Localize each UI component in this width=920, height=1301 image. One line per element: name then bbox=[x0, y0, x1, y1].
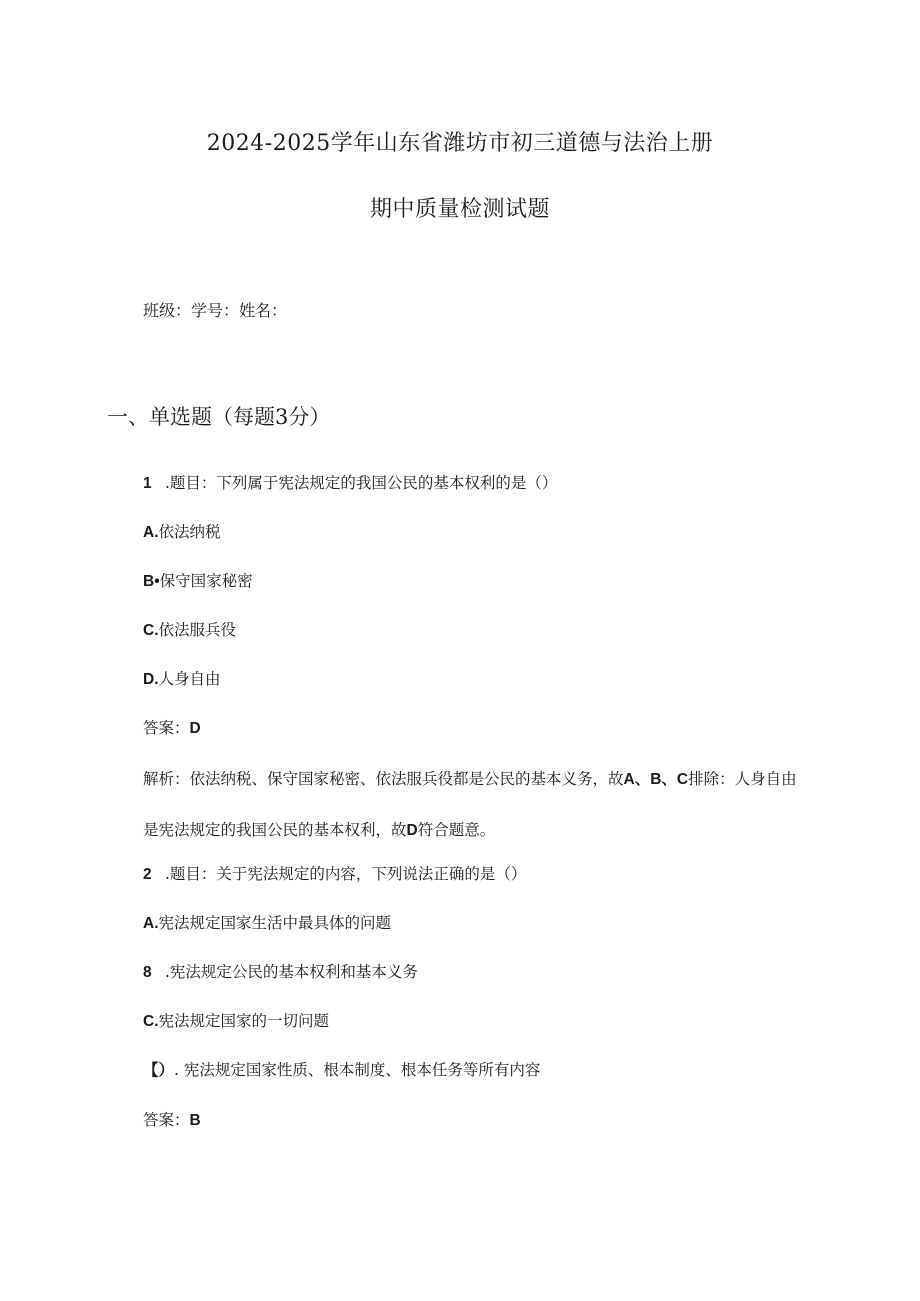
question-2-option-b bbox=[143, 960, 418, 982]
analysis-option: D bbox=[406, 822, 418, 839]
question-2-number: 2 bbox=[143, 866, 152, 883]
student-info-line: 班级：学号：姓名： bbox=[143, 301, 288, 320]
question-2-text: .题目：关于宪法规定的内容，下列说法正确的是（） bbox=[165, 865, 527, 883]
question-1-text: .题目：下列属于宪法规定的我国公民的基本权利的是（） bbox=[165, 474, 558, 492]
question-2-option-a bbox=[143, 911, 391, 933]
section-heading-single-choice: 一、单选题（每题3分） bbox=[107, 405, 331, 429]
option-text: . 宪法规定国家性质、根本制度、根本任务等所有内容 bbox=[174, 1061, 541, 1079]
option-letter: C. bbox=[143, 622, 159, 639]
option-text: 保守国家秘密 bbox=[159, 572, 253, 590]
option-letter: D. bbox=[143, 671, 159, 688]
option-letter: 【） bbox=[143, 1062, 175, 1079]
answer-label: 答案： bbox=[143, 719, 190, 737]
option-letter: A. bbox=[143, 524, 159, 541]
question-2-answer bbox=[143, 1108, 201, 1130]
question-1-option-b bbox=[143, 569, 253, 591]
question-2-stem bbox=[143, 862, 526, 884]
question-2-option-c bbox=[143, 1009, 329, 1031]
option-letter: B• bbox=[143, 573, 160, 590]
option-letter: 8 bbox=[143, 964, 152, 981]
answer-label: 答案： bbox=[143, 1111, 190, 1129]
question-1-option-c bbox=[143, 618, 236, 640]
analysis-text: 排除：人身自由是宪法规定的我国公民的基本权利，故 bbox=[143, 770, 797, 839]
doc-title-line1: 2024-2025学年山东省潍坊市初三道德与法治上册 bbox=[206, 131, 714, 156]
answer-value: B bbox=[189, 1112, 201, 1129]
question-1-answer bbox=[143, 716, 201, 738]
option-text: 依法服兵役 bbox=[158, 621, 237, 639]
option-letter: C. bbox=[143, 1013, 159, 1030]
doc-title-line2: 期中质量检测试题 bbox=[369, 197, 550, 222]
analysis-text: 符合题意。 bbox=[417, 821, 496, 839]
option-text: 依法纳税 bbox=[158, 523, 221, 541]
option-text: .宪法规定公民的基本权利和基本义务 bbox=[165, 963, 418, 981]
question-1-option-a bbox=[143, 520, 221, 542]
option-text: 宪法规定国家的一切问题 bbox=[158, 1012, 330, 1030]
analysis-text: 解析：依法纳税、保守国家秘密、依法服兵役都是公民的基本义务，故 bbox=[143, 770, 624, 788]
answer-value: D bbox=[189, 720, 201, 737]
analysis-options: A、B、C bbox=[623, 771, 689, 788]
question-1-stem bbox=[143, 471, 557, 493]
option-text: 宪法规定国家生活中最具体的问题 bbox=[158, 914, 392, 932]
question-1-analysis bbox=[143, 754, 803, 856]
question-1-number: 1 bbox=[143, 475, 152, 492]
option-text: 人身自由 bbox=[158, 670, 221, 688]
question-2-option-d bbox=[143, 1058, 540, 1080]
question-1-option-d bbox=[143, 667, 221, 689]
option-letter: A. bbox=[143, 915, 159, 932]
